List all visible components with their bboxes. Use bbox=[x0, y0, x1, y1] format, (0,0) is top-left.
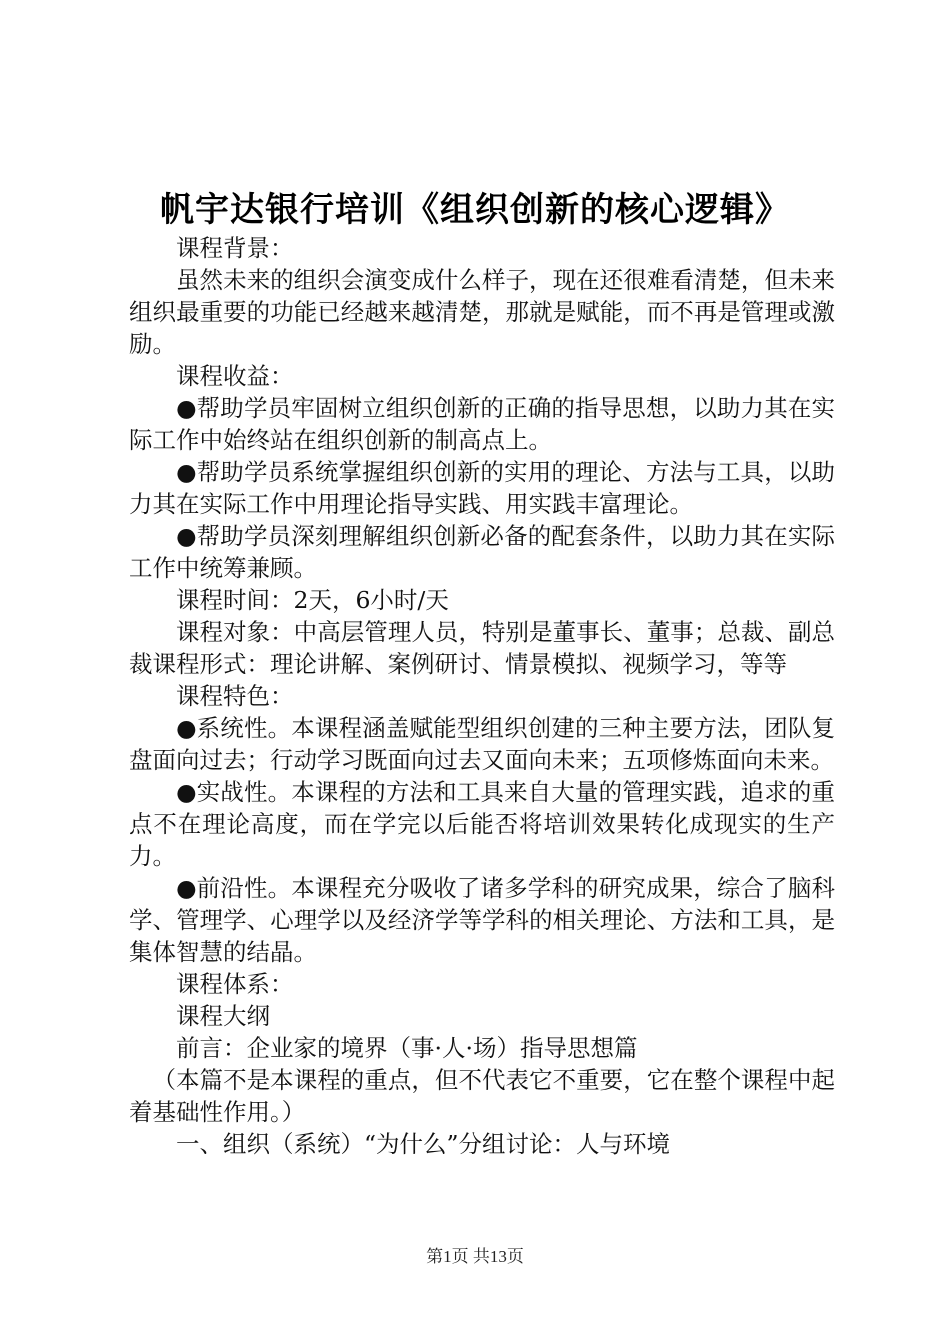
section-heading-benefits: 课程收益： bbox=[176, 362, 294, 390]
section-heading-features: 课程特色： bbox=[176, 682, 294, 710]
document-body bbox=[129, 232, 835, 1160]
paragraph-audience-format: 课程对象：中高层管理人员，特别是董事长、董事；总裁、副总裁课程形式：理论讲解、案例研讨、情景模拟、视频学习，等等 bbox=[129, 618, 835, 678]
bullet-feature-practical: ●实战性。本课程的方法和工具来自大量的管理实践，追求的重点不在理论高度，而在学完以后能否将培训效果转化成现实的生产力。 bbox=[129, 778, 835, 870]
paragraph-course-time: 课程时间：2天，6小时/天 bbox=[176, 586, 449, 614]
bullet-feature-frontier: ●前沿性。本课程充分吸收了诸多学科的研究成果，综合了脑科学、管理学、心理学以及经济学等学科的相关理论、方法和工具，是集体智慧的结晶。 bbox=[129, 874, 835, 966]
page-number-footer: 第1页 共13页 bbox=[426, 1247, 524, 1266]
paragraph-preface-note: （本篇不是本课程的重点，但不代表它不重要，它在整个课程中起着基础性作用。） bbox=[129, 1066, 835, 1126]
section-heading-system: 课程体系： bbox=[176, 970, 294, 998]
section-heading-outline: 课程大纲 bbox=[176, 1002, 270, 1030]
bullet-benefit-1: ●帮助学员牢固树立组织创新的正确的指导思想，以助力其在实际工作中始终站在组织创新的制高点上。 bbox=[129, 394, 835, 454]
document-title: 帆宇达银行培训《组织创新的核心逻辑》 bbox=[160, 190, 790, 230]
bullet-benefit-2: ●帮助学员系统掌握组织创新的实用的理论、方法与工具，以助力其在实际工作中用理论指导实践、用实践丰富理论。 bbox=[129, 458, 835, 518]
bullet-feature-systematic: ●系统性。本课程涵盖赋能型组织创建的三种主要方法，团队复盘面向过去；行动学习既面向过去又面向未来；五项修炼面向未来。 bbox=[129, 714, 835, 774]
paragraph-background: 虽然未来的组织会演变成什么样子，现在还很难看清楚，但未来组织最重要的功能已经越来越清楚，那就是赋能，而不再是管理或激励。 bbox=[129, 266, 835, 358]
paragraph-chapter-1: 一、组织（系统）“为什么”分组讨论：人与环境 bbox=[176, 1130, 671, 1158]
section-heading-background: 课程背景： bbox=[176, 234, 294, 262]
paragraph-preface: 前言：企业家的境界（事·人·场）指导思想篇 bbox=[176, 1034, 638, 1062]
bullet-benefit-3: ●帮助学员深刻理解组织创新必备的配套条件，以助力其在实际工作中统筹兼顾。 bbox=[129, 522, 835, 582]
